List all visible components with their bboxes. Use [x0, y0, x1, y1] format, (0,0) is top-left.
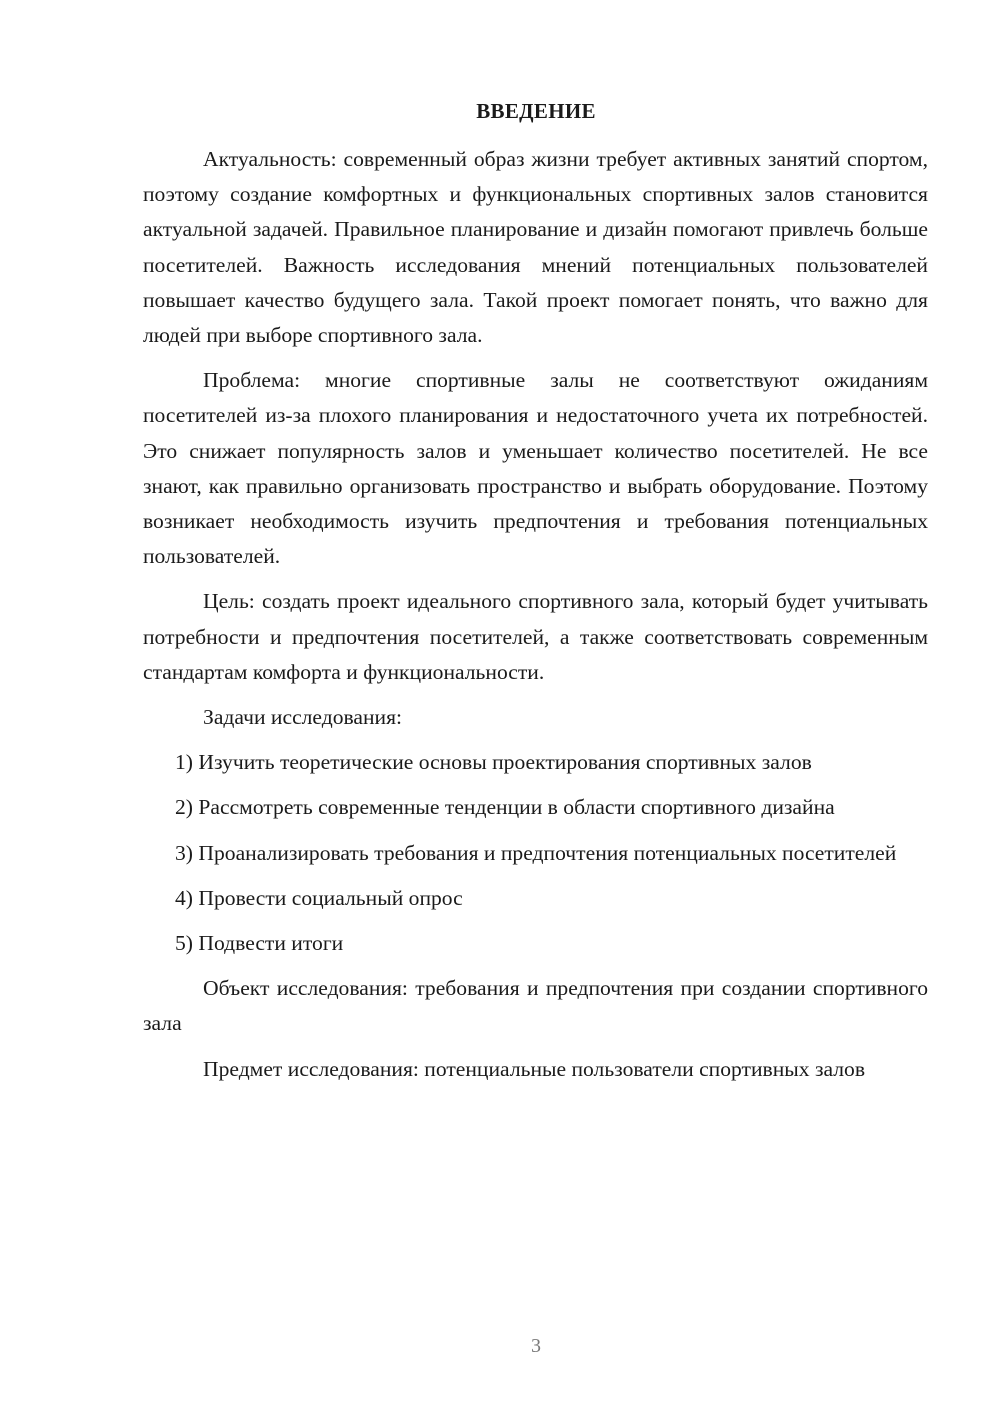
- subject-paragraph: Предмет исследования: потенциальные пользователи спортивных залов: [203, 1056, 866, 1081]
- task-item: 5) Подвести итоги: [175, 931, 344, 956]
- task-item: 3) Проанализировать требования и предпочтения потенциальных посетителей: [175, 840, 897, 865]
- problem-paragraph: Проблема: многие спортивные залы не соответствуют ожиданиям посетителей из-за плохого планирования и недостаточного учета их потребностей. Это снижает популярность залов и уменьшает количество посетителей. Не все знают, как правильно организовать пространство и выбрать оборудование. Поэтому возникает необходимость изучить предпочтения и требования потенциальных пользователей.: [143, 368, 928, 569]
- goal-paragraph: Цель: создать проект идеального спортивного зала, который будет учитывать потребности и предпочтения посетителей, а также соответствовать современным стандартам комфорта и функциональности.: [143, 589, 928, 684]
- document-body: [143, 142, 928, 1097]
- task-item: 1) Изучить теоретические основы проектирования спортивных залов: [175, 750, 812, 775]
- task-item: 4) Провести социальный опрос: [175, 885, 463, 910]
- task-item: 2) Рассмотреть современные тенденции в области спортивного дизайна: [175, 795, 835, 820]
- tasks-heading: Задачи исследования:: [203, 705, 403, 730]
- document-title: ВВЕДЕНИЕ: [476, 99, 596, 123]
- page-number: 3: [531, 1335, 541, 1357]
- object-paragraph: Объект исследования: требования и предпочтения при создании спортивного зала: [143, 976, 928, 1036]
- relevance-paragraph: Актуальность: современный образ жизни требует активных занятий спортом, поэтому создание комфортных и функциональных спортивных залов становится актуальной задачей. Правильное планирование и дизайн помогают привлечь больше посетителей. Важность исследования мнений потенциальных пользователей повышает качество будущего зала. Такой проект помогает понять, что важно для людей при выборе спортивного зала.: [143, 147, 928, 348]
